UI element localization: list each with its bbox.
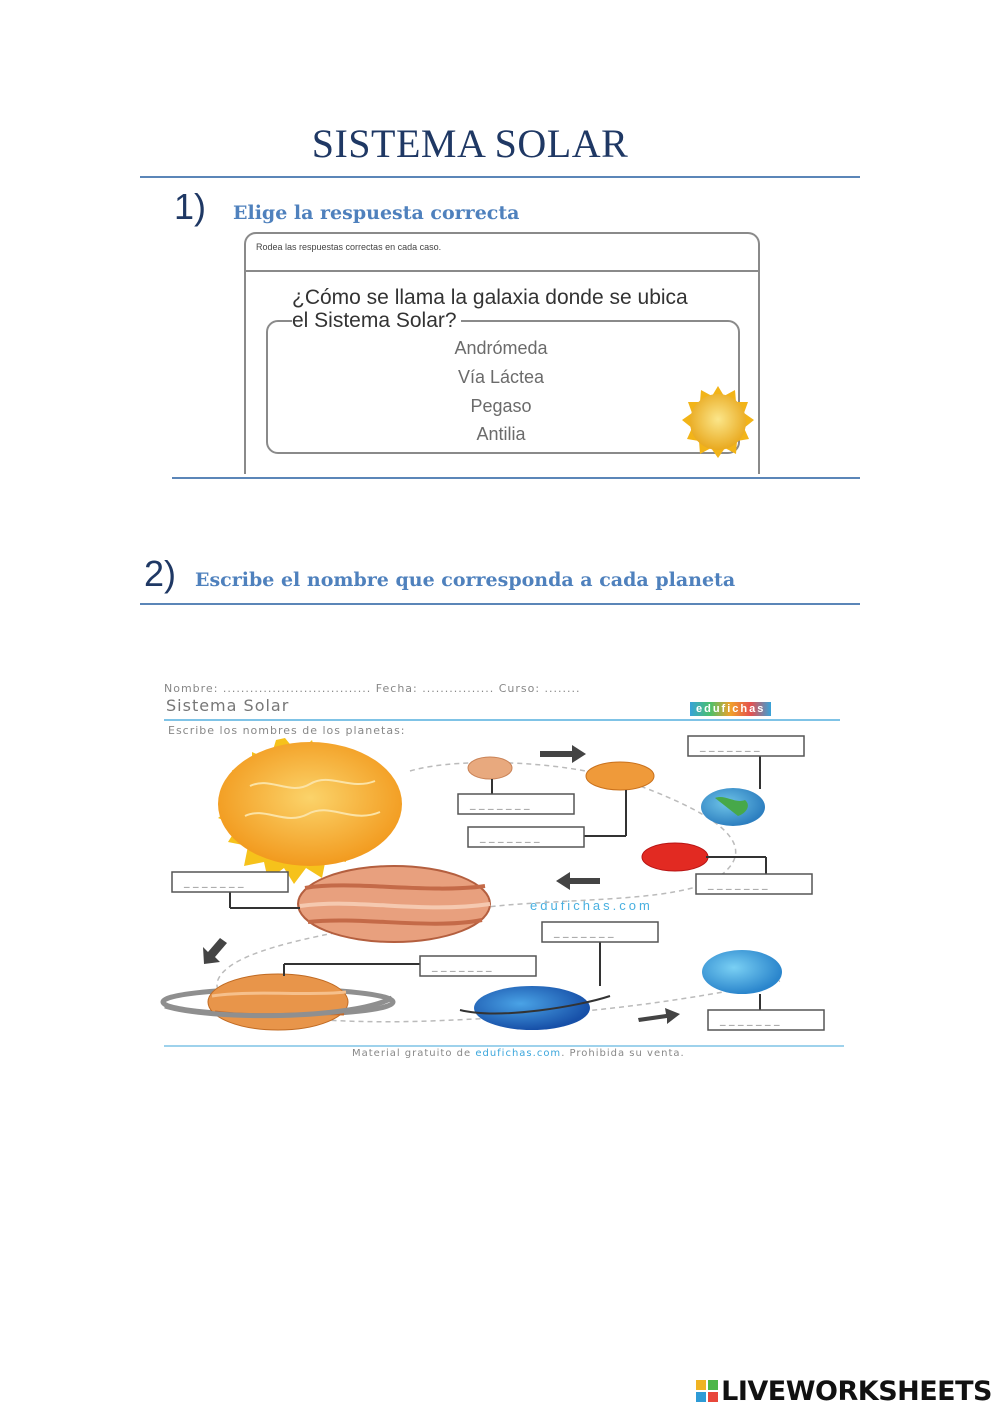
section-2-heading: Escribe el nombre que corresponda a cada planeta — [195, 569, 736, 591]
mars-icon — [642, 843, 708, 871]
saturn-icon — [163, 974, 393, 1030]
question-card — [244, 232, 760, 474]
liveworksheets-mark-icon — [696, 1380, 718, 1402]
answer-blank-1[interactable]: _ _ _ _ _ _ _ — [700, 739, 760, 752]
worksheet-title: Sistema Solar — [166, 696, 290, 715]
section-1-number: 1) — [174, 186, 207, 227]
liveworksheets-logo — [696, 1376, 992, 1407]
mercury-icon — [468, 757, 512, 779]
question-line-2: el Sistema Solar? — [292, 309, 461, 332]
question-text — [292, 286, 688, 332]
section-2-number: 2) — [144, 553, 177, 594]
uranus-icon — [460, 986, 610, 1030]
worksheet-header-fields: Nombre: ................................. Fecha: ................ Curso: ........ — [164, 682, 581, 695]
section-1-rule — [172, 477, 860, 479]
planets-worksheet — [160, 676, 850, 1062]
worksheet-watermark: edufichas.com — [530, 898, 653, 913]
solar-system-illustration — [160, 676, 850, 1062]
answer-option-3[interactable]: Pegaso — [470, 396, 532, 416]
logo-text: LIVEWORKSHEETS — [721, 1376, 992, 1407]
card-divider — [246, 270, 758, 272]
answer-option-2[interactable]: Vía Láctea — [457, 367, 545, 387]
arrow-icon — [556, 872, 600, 890]
venus-icon — [586, 762, 654, 790]
answer-blank-7[interactable]: _ _ _ _ _ _ _ — [432, 959, 492, 972]
neptune-icon — [702, 950, 782, 994]
worksheet-instruction: Escribe los nombres de los planetas: — [168, 724, 406, 737]
answer-option-4[interactable]: Antilia — [476, 424, 526, 444]
section-1-heading: Elige la respuesta correcta — [233, 202, 520, 224]
answer-blank-6[interactable]: _ _ _ _ _ _ _ — [554, 925, 614, 938]
card-instruction: Rodea las respuestas correctas en cada caso. — [256, 242, 442, 252]
title-rule — [140, 176, 860, 178]
answer-blank-2[interactable]: _ _ _ _ _ _ _ — [470, 797, 530, 810]
sun-icon — [682, 384, 754, 474]
answer-blank-8[interactable]: _ _ _ _ _ _ _ — [720, 1013, 780, 1026]
footer-link: edufichas.com — [475, 1048, 562, 1059]
page-title: SISTEMA SOLAR — [311, 121, 629, 166]
answer-blank-5[interactable]: _ _ _ _ _ _ _ — [184, 875, 244, 888]
jupiter-icon — [298, 866, 490, 942]
answer-blank-4[interactable]: _ _ _ _ _ _ _ — [708, 877, 768, 890]
question-line-1: ¿Cómo se llama la galaxia donde se ubica — [292, 286, 688, 309]
worksheet-brand: edufichas — [690, 702, 771, 716]
worksheet-footer — [352, 1048, 685, 1059]
arrow-icon — [638, 1008, 680, 1024]
arrow-icon — [540, 745, 586, 763]
answer-blank-3[interactable]: _ _ _ _ _ _ _ — [480, 830, 540, 843]
footer-suffix: . Prohibida su venta. — [561, 1048, 685, 1059]
section-2-rule — [140, 603, 860, 605]
arrow-icon — [203, 938, 227, 964]
footer-prefix: Material gratuito de — [352, 1048, 476, 1059]
sun-icon — [218, 738, 402, 884]
answer-option-1[interactable]: Andrómeda — [454, 338, 548, 358]
